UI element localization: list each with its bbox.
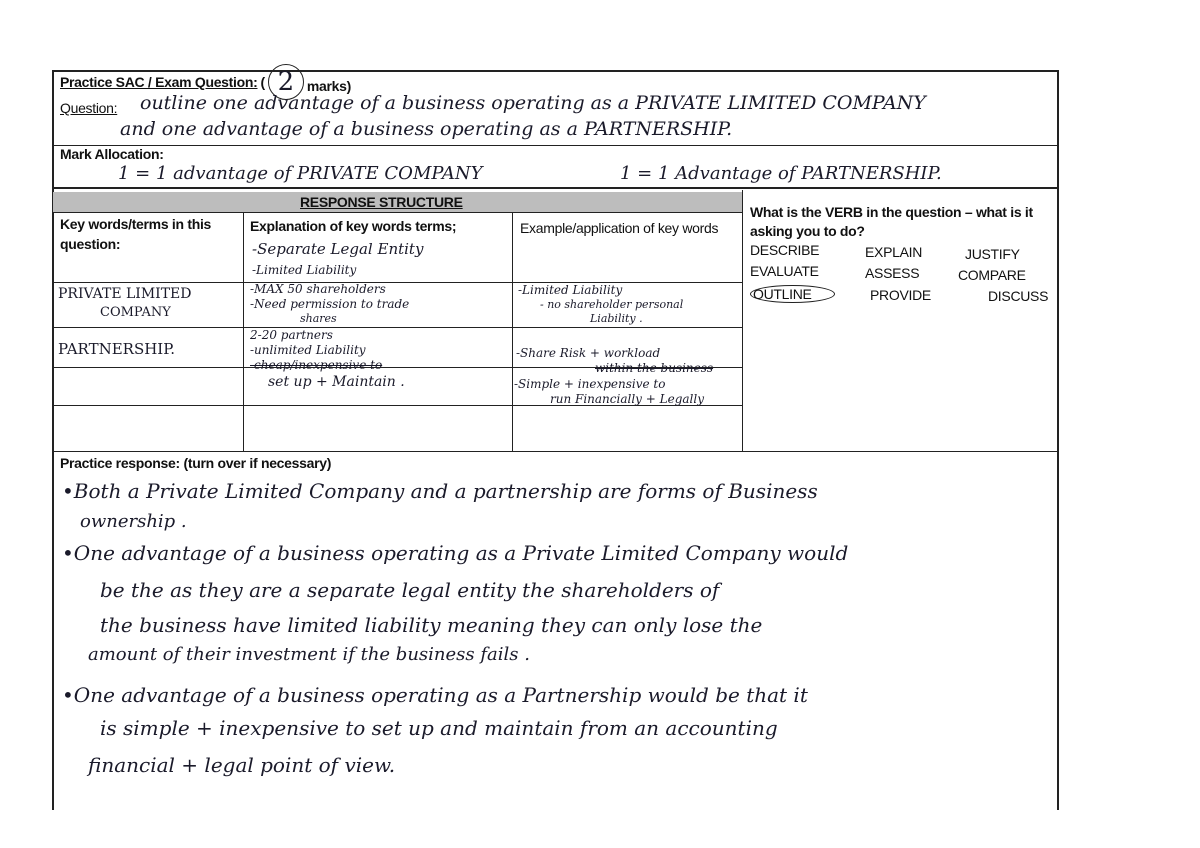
explanation-cell: -cheap/inexpensive to bbox=[250, 358, 383, 372]
response-line: amount of their investment if the business fails . bbox=[88, 644, 530, 665]
divider bbox=[52, 212, 742, 213]
explanation-cell: -unlimited Liability bbox=[250, 343, 366, 357]
response-line: the business have limited liability meaning they can only lose the bbox=[100, 613, 763, 637]
mark-allocation-left: 1 = 1 advantage of PRIVATE COMPANY bbox=[118, 163, 483, 184]
explanation-cell: -Need permission to trade bbox=[250, 297, 410, 311]
practice-response-label: Practice response: (turn over if necessary) bbox=[60, 455, 332, 471]
divider bbox=[52, 451, 1058, 452]
header-note: -Limited Liability bbox=[252, 263, 357, 277]
response-line: be the as they are a separate legal entity the shareholders of bbox=[100, 578, 720, 602]
divider bbox=[512, 212, 513, 452]
column-header-key-words: Key words/terms in this question: bbox=[60, 216, 212, 252]
marks-label: marks) bbox=[306, 78, 351, 94]
verb-option: PROVIDE bbox=[870, 287, 931, 303]
verb-option: JUSTIFY bbox=[965, 246, 1020, 262]
divider bbox=[742, 190, 743, 452]
column-header-example: Example/application of key words bbox=[520, 220, 719, 236]
verb-option: EXPLAIN bbox=[865, 244, 923, 260]
marks-value: 2 bbox=[268, 64, 304, 100]
verb-option: COMPARE bbox=[958, 267, 1026, 283]
marks-open: ( bbox=[260, 74, 265, 90]
verb-option: DESCRIBE bbox=[750, 242, 820, 258]
response-line: •Both a Private Limited Company and a partnership are forms of Business bbox=[62, 479, 818, 503]
divider bbox=[52, 327, 742, 328]
example-cell: within the business bbox=[595, 361, 714, 375]
example-cell: -Simple + inexpensive to bbox=[514, 377, 666, 391]
term-cell: PARTNERSHIP. bbox=[58, 340, 176, 358]
mark-allocation-right: 1 = 1 Advantage of PARTNERSHIP. bbox=[620, 163, 942, 184]
response-line: is simple + inexpensive to set up and maintain from an accounting bbox=[100, 716, 778, 740]
term-cell: PRIVATE LIMITED bbox=[58, 286, 192, 302]
frame-right bbox=[1057, 70, 1059, 810]
frame-left bbox=[52, 70, 54, 810]
term-cell: COMPANY bbox=[100, 305, 171, 320]
divider bbox=[52, 282, 742, 283]
divider bbox=[243, 212, 244, 452]
verb-option: DISCUSS bbox=[988, 288, 1049, 304]
example-cell: - no shareholder personal bbox=[540, 298, 684, 311]
divider bbox=[52, 145, 1058, 146]
header-note: -Separate Legal Entity bbox=[252, 240, 424, 258]
question-line: outline one advantage of a business operating as a PRIVATE LIMITED COMPANY bbox=[140, 92, 926, 114]
response-line: •One advantage of a business operating as a Partnership would be that it bbox=[62, 683, 808, 707]
explanation-cell: shares bbox=[300, 312, 337, 325]
example-cell: -Share Risk + workload bbox=[516, 346, 661, 360]
explanation-cell: set up + Maintain . bbox=[268, 374, 405, 390]
question-line: and one advantage of a business operating as a PARTNERSHIP. bbox=[120, 118, 733, 140]
worksheet-title: Practice SAC / Exam Question: bbox=[60, 74, 258, 90]
verb-question: What is the VERB in the question – what is it asking you to do? bbox=[750, 204, 1033, 239]
question-label: Question: bbox=[60, 100, 118, 116]
verb-option-selected: OUTLINE bbox=[750, 285, 835, 303]
response-line: •One advantage of a business operating as a Private Limited Company would bbox=[62, 541, 849, 565]
example-cell: Liability . bbox=[590, 312, 643, 325]
verb-option: EVALUATE bbox=[750, 263, 819, 279]
explanation-cell: -MAX 50 shareholders bbox=[250, 282, 386, 296]
divider bbox=[52, 187, 1058, 189]
explanation-cell: 2-20 partners bbox=[250, 328, 333, 342]
mark-allocation-label: Mark Allocation: bbox=[60, 146, 164, 162]
response-line: ownership . bbox=[80, 511, 187, 532]
example-cell: -Limited Liability bbox=[518, 283, 623, 297]
column-header-explanation: Explanation of key words terms; bbox=[250, 218, 457, 234]
response-line: financial + legal point of view. bbox=[88, 753, 396, 777]
example-cell: run Financially + Legally bbox=[550, 392, 704, 406]
response-structure-title: RESPONSE STRUCTURE bbox=[300, 194, 463, 210]
verb-option: ASSESS bbox=[865, 265, 920, 281]
